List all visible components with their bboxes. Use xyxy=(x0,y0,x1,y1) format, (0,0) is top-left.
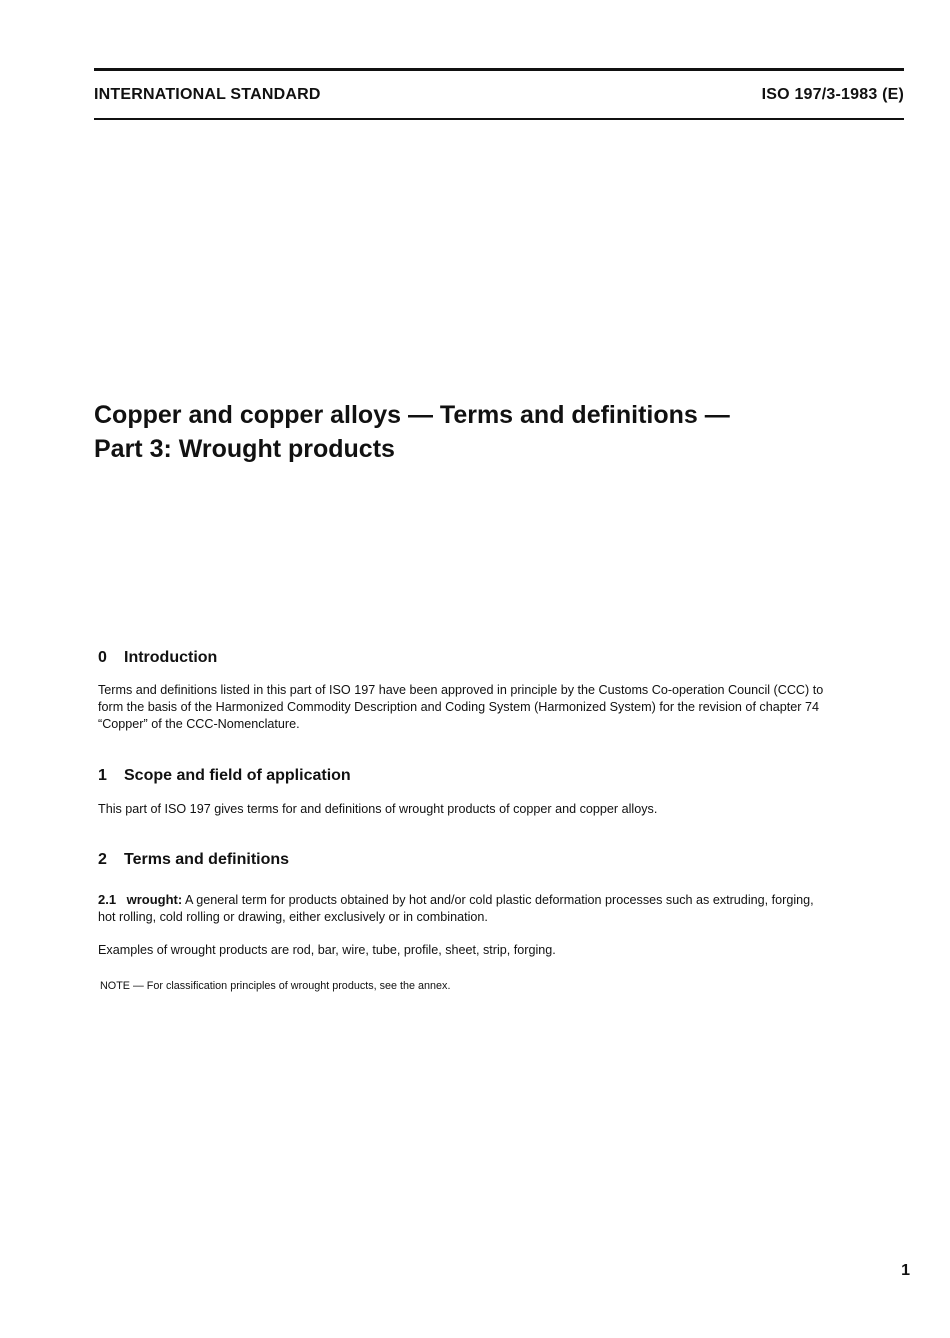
note-text: NOTE — For classification principles of wrought products, see the annex. xyxy=(100,980,451,992)
document-title xyxy=(94,398,904,466)
section-number: 1 xyxy=(98,767,107,784)
page-number: 1 xyxy=(901,1262,910,1279)
standard-reference: ISO 197/3-1983 (E) xyxy=(761,86,904,103)
term-number: 2.1 xyxy=(98,892,117,907)
introduction-line-2: form the basis of the Harmonized Commodity Description and Coding System (Harmonized System) for the revision of chapter 74 xyxy=(98,700,819,714)
section-heading-introduction xyxy=(98,649,217,667)
section-heading-terms xyxy=(98,851,289,869)
section-title: Introduction xyxy=(124,649,218,666)
term-entry-line-1 xyxy=(98,891,910,909)
scope-paragraph: This part of ISO 197 gives terms for and definitions of wrought products of copper and copper alloys. xyxy=(98,802,658,816)
title-line-1: Copper and copper alloys — Terms and definitions — xyxy=(94,401,730,429)
header-top-rule xyxy=(94,68,904,71)
section-number: 2 xyxy=(98,851,107,868)
term-definition-line-1: A general term for products obtained by hot and/or cold plastic deformation processes such as extruding, forging, xyxy=(184,893,814,907)
header-bottom-rule xyxy=(94,118,904,120)
section-heading-scope xyxy=(98,767,351,785)
term-entry-wrought xyxy=(98,891,910,926)
section-title: Scope and field of application xyxy=(124,767,351,784)
introduction-paragraph xyxy=(98,682,910,733)
introduction-line-1: Terms and definitions listed in this part of ISO 197 have been approved in principle by the Customs Co-operation Council (CCC) to xyxy=(98,683,824,697)
section-number: 0 xyxy=(98,649,107,666)
introduction-line-3: “Copper” of the CCC-Nomenclature. xyxy=(98,717,300,731)
examples-paragraph: Examples of wrought products are rod, bar, wire, tube, profile, sheet, strip, forging. xyxy=(98,943,556,957)
term-name: wrought: xyxy=(126,892,183,907)
section-title: Terms and definitions xyxy=(124,851,290,868)
document-type-label: INTERNATIONAL STANDARD xyxy=(94,86,321,103)
term-definition-line-2: hot rolling, cold rolling or drawing, either exclusively or in combination. xyxy=(98,910,488,924)
title-line-2: Part 3: Wrought products xyxy=(94,435,395,463)
